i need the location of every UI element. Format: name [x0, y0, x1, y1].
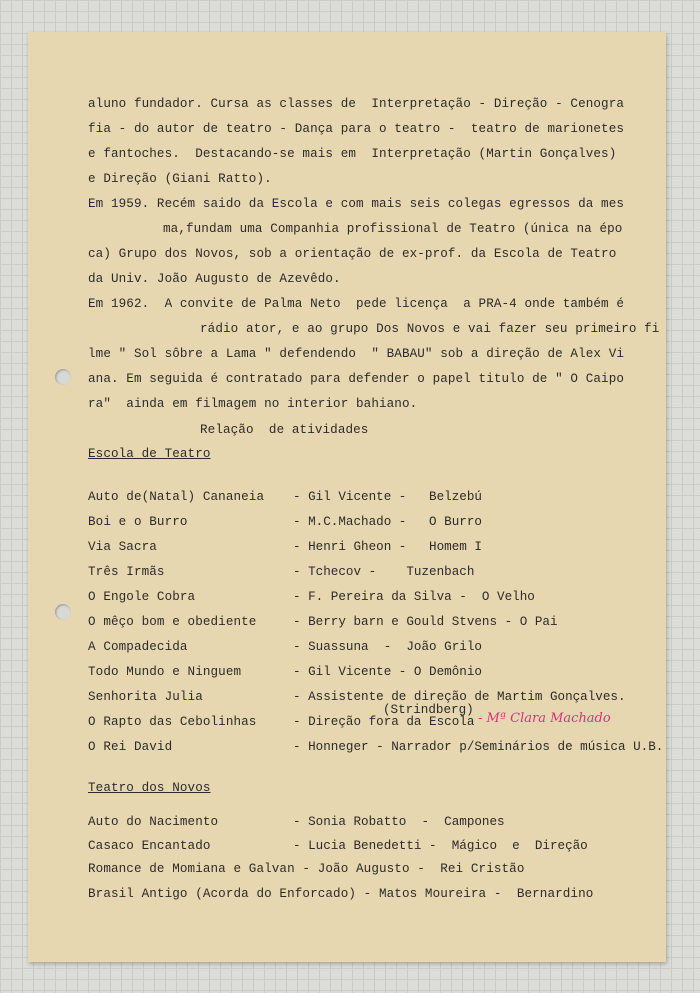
punch-hole — [55, 369, 71, 385]
play-title: Boi e o Burro — [88, 515, 188, 529]
text-line: e fantoches. Destacando-se mais em Interpretação (Martin Gonçalves) — [88, 147, 617, 161]
play-title: Casaco Encantado — [88, 839, 211, 853]
play-detail: - Henri Gheon - Homem I — [293, 540, 482, 554]
play-title: Senhorita Julia — [88, 690, 203, 704]
text-line: ana. Em seguida é contratado para defender o papel titulo de " O Caipo — [88, 372, 625, 386]
play-title: Brasil Antigo (Acorda do Enforcado) - Matos Moureira - Bernardino — [88, 887, 594, 901]
text-line: lme " Sol sôbre a Lama " defendendo " BABAU" sob a direção de Alex Vi — [88, 347, 625, 361]
text-line: e Direção (Giani Ratto). — [88, 172, 272, 186]
play-title: Romance de Momiana e Galvan - João Augusto - Rei Cristão — [88, 862, 525, 876]
play-detail: - Gil Vicente - Belzebú — [293, 490, 482, 504]
text-line: aluno fundador. Cursa as classes de Interpretação - Direção - Cenogra — [88, 97, 625, 111]
play-title: O mêço bom e obediente — [88, 615, 257, 629]
section-heading-escola: Escola de Teatro — [88, 447, 211, 461]
punch-hole — [55, 604, 71, 620]
play-detail: - Gil Vicente - O Demônio — [293, 665, 482, 679]
play-title: Auto de(Natal) Cananeia — [88, 490, 265, 504]
text-line: fia - do autor de teatro - Dança para o teatro - teatro de marionetes — [88, 122, 625, 136]
text-line: ra" ainda em filmagem no interior bahiano. — [88, 397, 418, 411]
play-title: A Compadecida — [88, 640, 188, 654]
play-detail: - M.C.Machado - O Burro — [293, 515, 482, 529]
section-title: Relação de atividades — [200, 423, 369, 437]
play-detail: - Direção fora da Escola — [293, 715, 475, 729]
play-detail: - Lucia Benedetti - Mágico e Direção — [293, 839, 588, 853]
handwritten-annotation: - Mª Clara Machado — [478, 711, 611, 726]
play-title: O Rei David — [88, 740, 173, 754]
text-line: da Univ. João Augusto de Azevêdo. — [88, 272, 341, 286]
play-detail: - F. Pereira da Silva - O Velho — [293, 590, 535, 604]
play-detail: - Berry barn e Gould Stvens - O Pai — [293, 615, 558, 629]
text-line: rádio ator, e ao grupo Dos Novos e vai fazer seu primeiro fi — [200, 322, 660, 336]
text-line: ca) Grupo dos Novos, sob a orientação de ex-prof. da Escola de Teatro — [88, 247, 617, 261]
text-line: ma,fundam uma Companhia profissional de Teatro (única na épo — [163, 222, 623, 236]
play-detail: - Assistente de direção de Martim Gonçalves. — [293, 690, 626, 704]
strindberg-note: (Strindberg) — [383, 703, 474, 717]
play-detail: - Honneger - Narrador p/Seminários de música U.B. — [293, 740, 664, 754]
section-heading-novos: Teatro dos Novos — [88, 781, 211, 795]
play-detail: - Tchecov - Tuzenbach — [293, 565, 475, 579]
play-detail: - Suassuna - João Grilo — [293, 640, 482, 654]
play-title: Todo Mundo e Ninguem — [88, 665, 242, 679]
play-title: Via Sacra — [88, 540, 157, 554]
text-line: Em 1962. A convite de Palma Neto pede licença a PRA-4 onde também é — [88, 297, 625, 311]
play-detail: - Sonia Robatto - Campones — [293, 815, 505, 829]
play-title: Três Irmãs — [88, 565, 165, 579]
text-line: Em 1959. Recém saido da Escola e com mais seis colegas egressos da mes — [88, 197, 625, 211]
play-title: O Engole Cobra — [88, 590, 196, 604]
play-title: O Rapto das Cebolinhas — [88, 715, 257, 729]
play-title: Auto do Nacimento — [88, 815, 219, 829]
